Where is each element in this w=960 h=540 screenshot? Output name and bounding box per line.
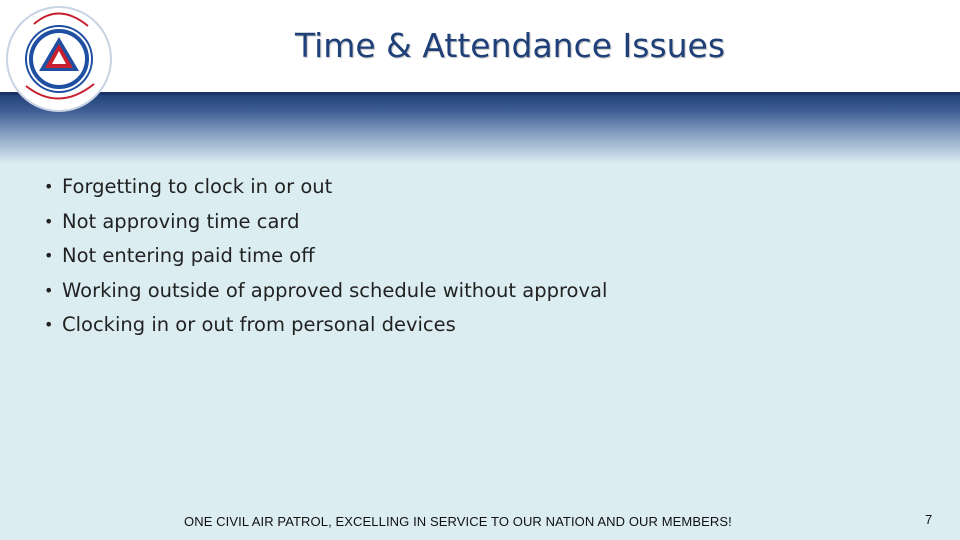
list-item — [44, 274, 607, 309]
list-item-text: Working outside of approved schedule without approval — [62, 278, 608, 302]
bullet-icon: • — [44, 211, 54, 231]
bullet-icon: • — [44, 177, 54, 196]
page-title: Time & Attendance Issues — [294, 26, 726, 65]
list-item-text: Clocking in or out from personal devices — [62, 313, 456, 336]
bullet-icon: • — [44, 280, 54, 300]
footer-tagline: ONE CIVIL AIR PATROL, EXCELLING IN SERVICE TO OUR NATION AND OUR MEMBERS! — [184, 514, 732, 529]
page-number: 7 — [925, 512, 933, 527]
list-item-text: Not entering paid time off — [62, 244, 315, 267]
cap-seal-logo-icon — [4, 4, 114, 114]
list-item — [44, 170, 607, 205]
bullet-icon: • — [44, 315, 54, 334]
list-item-text: Forgetting to clock in or out — [62, 175, 333, 198]
header-divider — [0, 92, 960, 95]
list-item — [44, 205, 607, 240]
list-item-text: Not approving time card — [62, 209, 300, 233]
bullet-list — [44, 170, 607, 343]
header-gradient-band — [0, 94, 960, 164]
bullet-icon: • — [44, 246, 54, 265]
list-item — [44, 239, 607, 274]
list-item — [44, 308, 607, 343]
